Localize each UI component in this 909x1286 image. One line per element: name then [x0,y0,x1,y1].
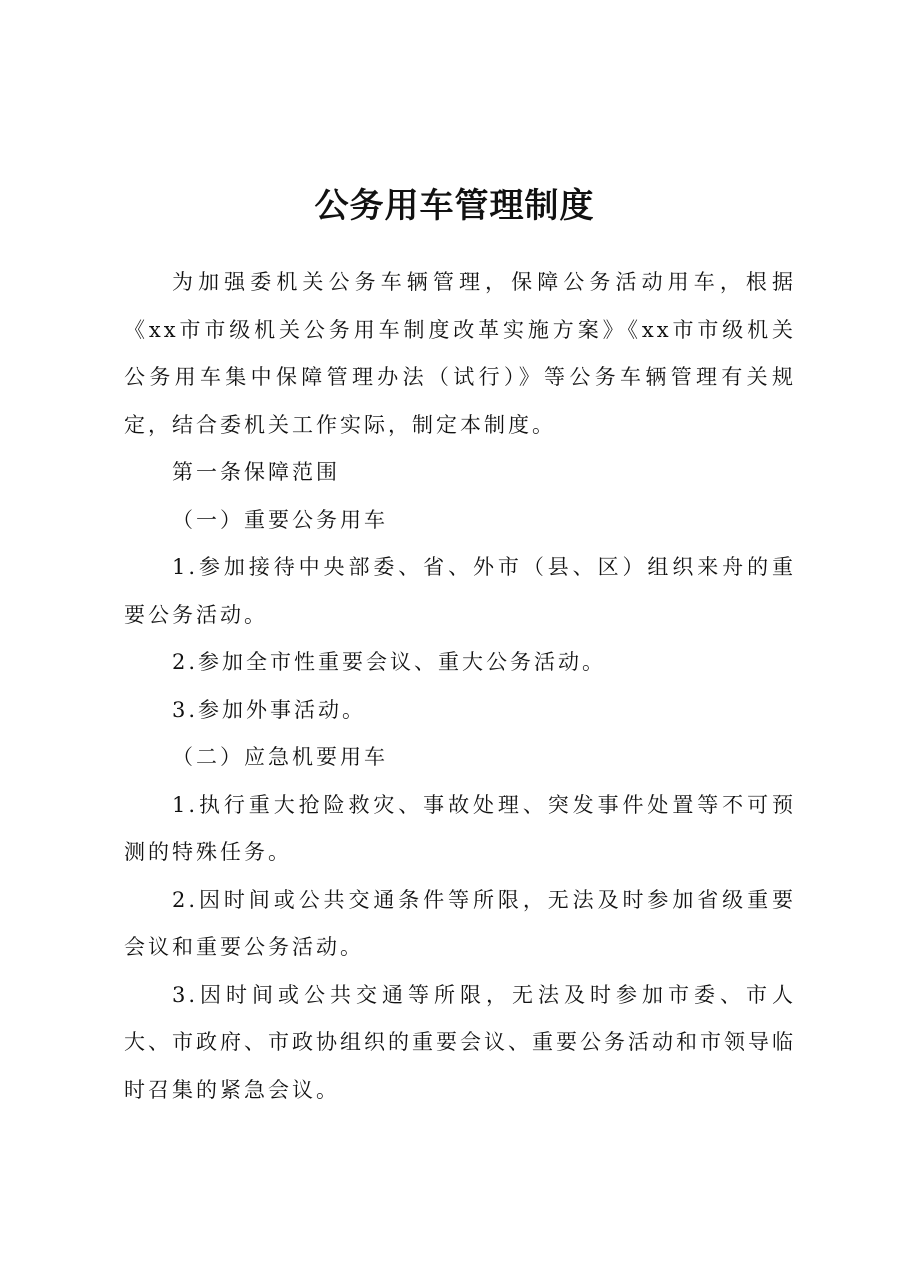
document-body [124,259,796,1114]
article-heading: 第一条保障范围 [172,460,340,484]
list-item: 2.因时间或公共交通条件等所限，无法及时参加省级重要会议和重要公务活动。 [124,887,796,959]
list-item: 3.参加外事活动。 [172,697,367,722]
section-heading-important: （一）重要公务用车 [172,507,388,532]
list-item: 3.因时间或公共交通等所限，无法及时参加市委、市人大、市政府、市政协组织的重要会议、重要公务活动和市领导临时召集的紧急会议。 [124,982,796,1102]
section-heading-emergency: （二）应急机要用车 [172,745,388,769]
list-item: 1.执行重大抢险救灾、事故处理、突发事件处置等不可预测的特殊任务。 [124,792,796,864]
list-item: 2.参加全市性重要会议、重大公务活动。 [172,650,607,674]
document-title: 公务用车管理制度 [314,186,595,226]
list-item: 1.参加接待中央部委、省、外市（县、区）组织来舟的重要公务活动。 [124,555,796,627]
intro-paragraph: 为加强委机关公务车辆管理，保障公务活动用车，根据《xx市市级机关公务用车制度改革实施方案》《xx市市级机关公务用车集中保障管理办法（试行）》等公务车辆管理有关规定，结合委机关工作实际，制定本制度。 [124,270,796,437]
